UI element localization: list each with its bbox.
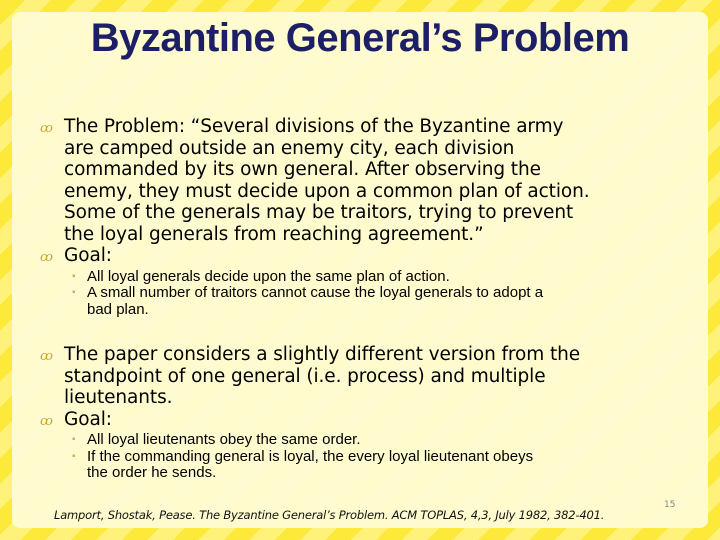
- bullet-line: lieutenants.: [64, 387, 173, 408]
- sub-bullet-same-plan: [40, 269, 687, 286]
- sub-bullet-line: bad plan.: [87, 300, 149, 318]
- sub-bullet-traitors: [40, 285, 687, 318]
- slide-body: [40, 116, 700, 482]
- sub-bullet-line: If the commanding general is loyal, the every loyal lieutenant obeys: [87, 447, 534, 465]
- bullet-line: enemy, they must decide upon a common plan of action.: [64, 180, 590, 202]
- sub-bullet-line: A small number of traitors cannot cause the loyal generals to adopt a: [87, 284, 544, 301]
- bullet-problem: [40, 116, 700, 245]
- sub-bullet-line: All loyal lieutenants obey the same order.: [87, 431, 361, 448]
- bullet-icon: ꝏ: [40, 250, 53, 265]
- bullet-line: The Problem: “Several divisions of the Byzantine army: [64, 116, 564, 137]
- sub-bullet-same-order: [40, 432, 687, 449]
- bullet-line: Some of the generals may be traitors, trying to prevent: [64, 202, 574, 223]
- sub-bullet-icon: ▪: [72, 434, 76, 445]
- bullet-icon: ꝏ: [40, 121, 53, 136]
- sub-bullet-loyal-commander: [40, 449, 687, 482]
- bullet-label: Goal:: [64, 245, 112, 266]
- bullet-line: are camped outside an enemy city, each division: [64, 137, 515, 159]
- bullet-line: The paper considers a slightly different version from the: [64, 344, 581, 365]
- bullet-goal-lieutenants: [40, 409, 700, 431]
- page-number: 15: [664, 500, 676, 510]
- bullet-line: the loyal generals from reaching agreement.”: [64, 223, 484, 245]
- bullet-line: commanded by its own general. After observing the: [64, 159, 541, 180]
- sub-bullet-icon: ▪: [72, 450, 76, 462]
- citation: Lamport, Shostak, Pease. The Byzantine General’s Problem. ACM TOPLAS, 4,3, July 1982, 382-401.: [54, 508, 605, 522]
- bullet-label: Goal:: [64, 408, 112, 430]
- slide-title: Byzantine General’s Problem: [90, 16, 630, 60]
- bullet-paper-version: [40, 344, 700, 409]
- sub-bullet-icon: ▪: [72, 287, 76, 298]
- bullet-icon: ꝏ: [40, 413, 53, 429]
- bullet-line: standpoint of one general (i.e. process) and multiple: [64, 365, 546, 387]
- bullet-goal-generals: [40, 245, 700, 267]
- sub-bullet-icon: ▪: [72, 270, 76, 282]
- sub-bullet-line: the order he sends.: [87, 464, 217, 481]
- sub-bullet-line: All loyal generals decide upon the same plan of action.: [87, 267, 450, 285]
- bullet-icon: ꝏ: [40, 349, 53, 364]
